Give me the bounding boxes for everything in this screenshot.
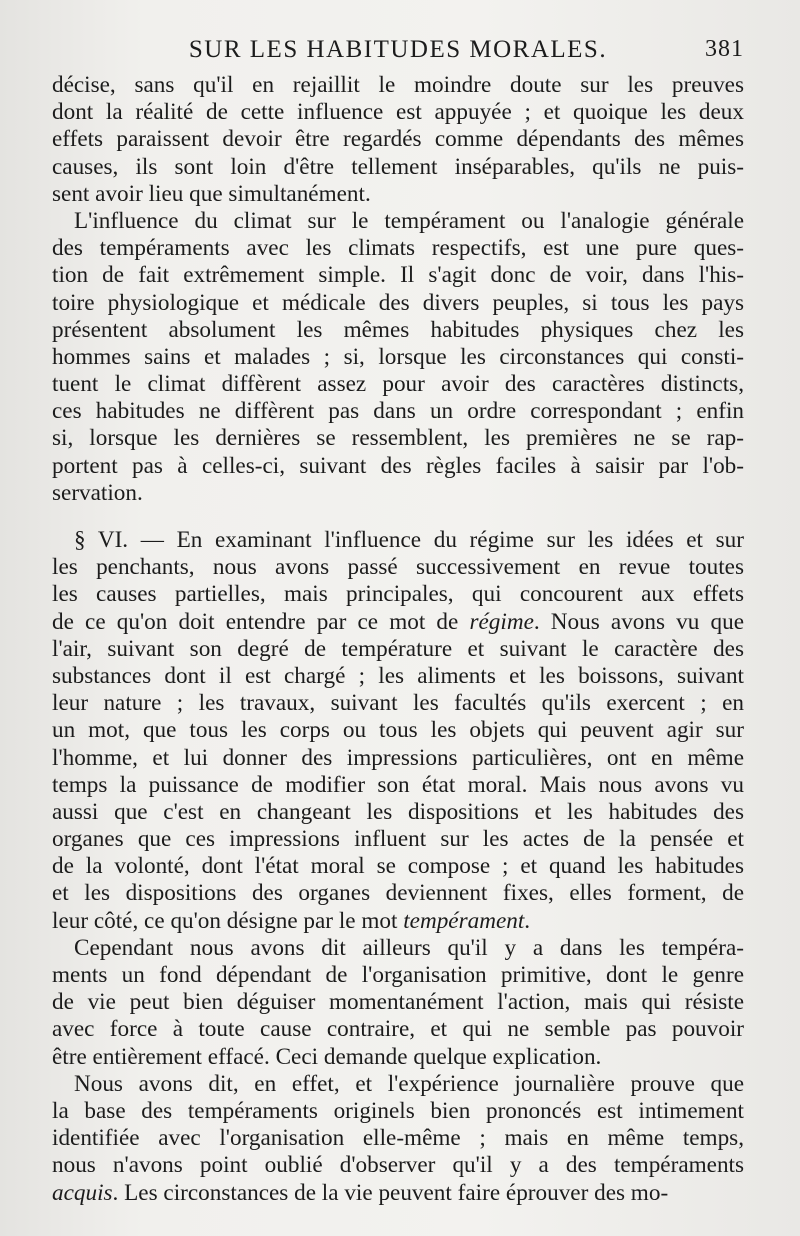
text-line: servation. (52, 479, 143, 506)
text-line: et les dispositions des organes deviennent fixes, elles forment, de (52, 880, 744, 907)
text-line: leur nature ; les travaux, suivant les facultés qu'ils exercent ; en (52, 690, 744, 717)
text-line: présentent absolument les mêmes habitudes physiques chez les (52, 316, 744, 343)
text-line: un mot, que tous les corps ou tous les objets qui peuvent agir sur (52, 717, 744, 744)
text-line: tion de fait extrêmement simple. Il s'agit donc de voir, dans l'his- (52, 262, 744, 289)
text-line: L'influence du climat sur le tempérament ou l'analogie générale (74, 207, 744, 234)
text-line: de la volonté, dont l'état moral se compose ; et quand les habitudes (52, 853, 744, 880)
paragraph (52, 1071, 744, 1207)
text-line: aussi que c'est en changeant les dispositions et les habitudes des (52, 798, 744, 825)
text-line: acquis. Les circonstances de la vie peuvent faire éprouver des mo- (52, 1179, 669, 1206)
text-line: hommes sains et malades ; si, lorsque les circonstances qui consti- (52, 343, 744, 370)
paragraph (52, 208, 744, 507)
body-text (52, 72, 744, 1207)
text-line: nous n'avons point oublié d'observer qu'il y a des tempéraments (52, 1152, 744, 1179)
text-line: des tempéraments avec les climats respectifs, est une pure ques- (52, 235, 744, 262)
running-title: SUR LES HABITUDES MORALES. (188, 36, 608, 63)
paragraph (52, 935, 744, 1071)
text-line: l'air, suivant son degré de température et suivant le caractère des (52, 635, 744, 662)
text-line: § VI. — En examinant l'influence du régime sur les idées et sur (74, 527, 744, 553)
text-line: si, lorsque les dernières se ressemblent, les premières ne se rap- (52, 425, 744, 452)
text-line: dont la réalité de cette influence est appuyée ; et quoique les deux (52, 99, 744, 126)
text-line: de vie peut bien déguiser momentanément l'action, mais qui résiste (52, 989, 744, 1016)
text-line: avec force à toute cause contraire, et qui ne semble pas pouvoir (52, 1016, 744, 1043)
text-line: leur côté, ce qu'on désigne par le mot tempérament. (52, 907, 531, 934)
page-number: 381 (705, 36, 744, 62)
section-gap (52, 507, 744, 527)
text-line: l'homme, et lui donner des impressions particulières, ont en même (52, 744, 744, 771)
text-line: substances dont il est chargé ; les aliments et les boissons, suivant (52, 662, 744, 689)
text-line: ments un fond dépendant de l'organisation primitive, dont le genre (52, 962, 744, 988)
page-header (52, 36, 744, 70)
text-line: tuent le climat diffèrent assez pour avoir des caractères distincts, (52, 371, 744, 398)
text-line: les causes partielles, mais principales, qui concourent aux effets (52, 581, 744, 608)
text-line: temps la puissance de modifier son état moral. Mais nous avons vu (52, 771, 744, 798)
text-line: être entièrement effacé. Ceci demande quelque explication. (52, 1043, 602, 1070)
text-line: portent pas à celles-ci, suivant des règles faciles à saisir par l'ob- (52, 452, 744, 479)
text-line: toire physiologique et médicale des divers peuples, si tous les pays (52, 289, 744, 316)
text-line: la base des tempéraments originels bien prononcés est intimement (52, 1097, 744, 1124)
text-line: de ce qu'on doit entendre par ce mot de régime. Nous avons vu que (52, 608, 744, 635)
text-line: organes que ces impressions influent sur les actes de la pensée et (52, 826, 744, 853)
text-line: effets paraissent devoir être regardés comme dépendants des mêmes (52, 126, 744, 153)
text-line: sent avoir lieu que simultanément. (52, 180, 371, 207)
text-line: ces habitudes ne diffèrent pas dans un ordre correspondant ; enfin (52, 398, 744, 425)
text-line: causes, ils sont loin d'être tellement inséparables, qu'ils ne puis- (52, 153, 744, 180)
paragraph (52, 72, 744, 208)
text-line: décise, sans qu'il en rejaillit le moindre doute sur les preuves (52, 72, 744, 98)
text-line: identifiée avec l'organisation elle-même ; mais en même temps, (52, 1125, 744, 1152)
text-line: Nous avons dit, en effet, et l'expérience journalière prouve que (74, 1070, 744, 1097)
paragraph (52, 527, 744, 935)
text-line: les penchants, nous avons passé successivement en revue toutes (52, 554, 744, 581)
text-line: Cependant nous avons dit ailleurs qu'il y a dans les tempéra- (74, 934, 744, 961)
